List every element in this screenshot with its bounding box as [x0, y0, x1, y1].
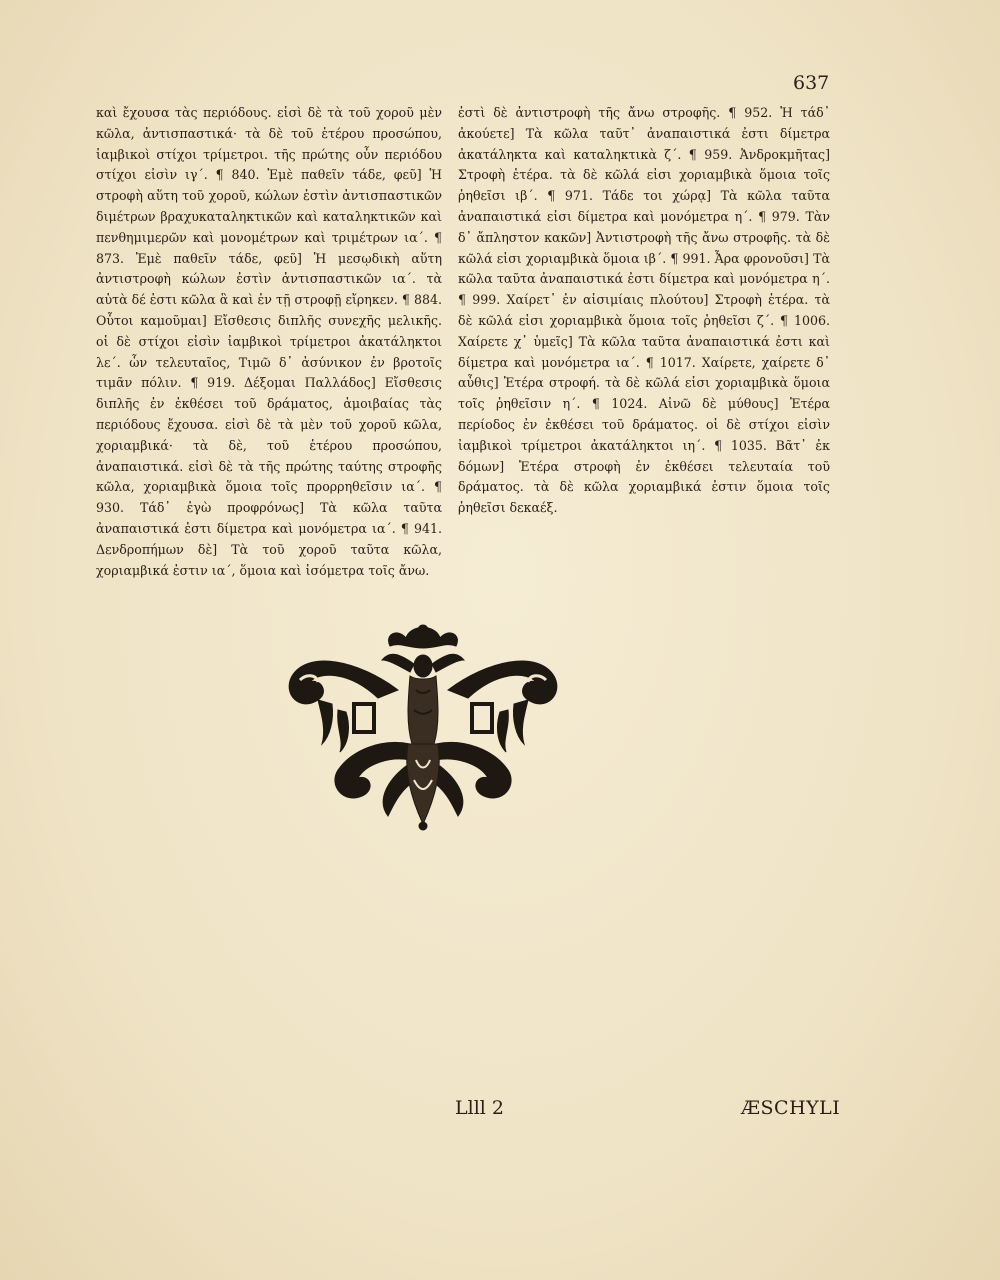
catchword: ÆSCHYLI: [741, 1097, 841, 1119]
page-number: 637: [793, 72, 830, 94]
vignette-ornament-icon: [278, 620, 568, 832]
right-column-text: ἐστὶ δὲ ἀντιστροφὴ τῆς ἄνω στροφῆς. ¶ 952. Ἡ τάδ᾽ ἀκούετε] Τὰ κῶλα ταῦτ᾽ ἀναπαιστικά ἐστι δίμετρα ἀκατάληκτα καὶ καταληκτικὰ ζ΄. ¶ 959. Ἀνδροκμῆτας] Στροφὴ ἑτέρα. τὰ δὲ κῶλά εἰσι χοριαμβικὰ ὅμοια τοῖς ῥηθεῖσι ιβ΄. ¶ 971. Τάδε τοι χώρᾳ] Τὰ κῶλα ταῦτα ἀναπαιστικά εἰσι δίμετρα καὶ μονόμετρα η΄. ¶ 979. Τὰν δ᾽ ἄπληστον κακῶν] Ἀντιστροφὴ τῆς ἄνω στροφῆς. τὰ δὲ κῶλά εἰσι χοριαμβικὰ ὅμοια ιβ΄. ¶ 991. Ἆρα φρονοῦσι] Τὰ κῶλα ταῦτα ἀναπαιστικά ἐστι δίμετρα καὶ μονόμετρα η΄. ¶ 999. Χαίρετ᾽ ἐν αἰσιμίαις πλούτου] Στροφὴ ἑτέρα. τὰ δὲ κῶλά εἰσι χοριαμβικὰ ὅμοια τοῖς ῥηθεῖσι ζ΄. ¶ 1006. Χαίρετε χ᾽ ὑμεῖς] Τὰ κῶλα ταῦτα ἀναπαιστικά ἐστι καὶ δίμετρα καὶ μονόμετρα ια΄. ¶ 1017. Χαίρετε, χαίρετε δ᾽ αὖθις] Ἑτέρα στροφή. τὰ δὲ κῶλά εἰσι χοριαμβικὰ ὅμοια τοῖς ῥηθεῖσιν η΄. ¶ 1024. Αἰνῶ δὲ μύθους] Ἑτέρα περίοδος ἐν ἐκθέσει τοῦ δράματος. οἱ δὲ στίχοι εἰσὶν ἰαμβικοὶ τρίμετροι ἀκατάληκτοι ιη΄. ¶ 1035. Βᾶτ᾽ ἐκ δόμων] Ἑτέρα στροφὴ ἐν ἐκθέσει τελευταία τοῦ δράματος. τὰ δὲ κῶλα χοριαμβικά ἐστιν ὅμοια τοῖς ῥηθεῖσι δεκαέξ.: [458, 105, 830, 516]
left-text-column: [96, 103, 442, 578]
signature-mark: Llll 2: [455, 1097, 504, 1119]
right-text-column: [458, 103, 830, 543]
bleed-through-shadow: [240, 62, 860, 92]
left-column-text: καὶ ἔχουσα τὰς περιόδους. εἰσὶ δὲ τὰ τοῦ χοροῦ μὲν κῶλα, ἀντισπαστικά· τὰ δὲ τοῦ ἑτέρου προσώπου, ἰαμβικοὶ στίχοι τρίμετροι. τῆς πρώτης οὖν περιόδου στίχοι εἰσὶν ιγ΄. ¶ 840. Ἐμὲ παθεῖν τάδε, φεῦ] Ἡ στροφὴ αὕτη τοῦ χοροῦ, κώλων ἐστὶν ἀντισπαστικῶν διμέτρων βραχυκαταληκτικῶν καὶ καταληκτικῶν καὶ πενθημιμερῶν καὶ μονομέτρων καὶ τριμέτρων ια΄. ¶ 873. Ἐμὲ παθεῖν τάδε, φεῦ] Ἡ μεσῳδικὴ αὕτη ἀντιστροφὴ κώλων ἐστὶν ἀντισπαστικῶν ια΄. τὰ αὐτὰ δέ ἐστι κῶλα ἃ καὶ ἐν τῇ στροφῇ εἴρηκεν. ¶ 884. Οὗτοι καμοῦμαι] Εἴσθεσις διπλῆς συνεχῆς μελικῆς. οἱ δὲ στίχοι εἰσὶν ἰαμβικοὶ τρίμετροι ἀκατάληκτοι λε΄. ὧν τελευταῖος, Τιμῶ δ᾽ ἀσύνικον ἐν βροτοῖς τιμᾶν πόλιν. ¶ 919. Δέξομαι Παλλάδος] Εἴσθεσις διπλῆς ἐν ἐκθέσει τοῦ δράματος, ἀμοιβαίας τὰς περιόδους ἔχουσα. εἰσὶ δὲ τὰ μὲν τοῦ χοροῦ κῶλα, χοριαμβικά· τὰ δὲ, τοῦ ἑτέρου προσώπου, ἀναπαιστικά. εἰσὶ δὲ τὰ τῆς πρώτης ταύτης στροφῆς κῶλα, χοριαμβικὰ ὅμοια τοῖς προρρηθεῖσιν ια΄. ¶ 930. Τάδ᾽ ἐγὼ προφρόνως] Τὰ κῶλα ταῦτα ἀναπαιστικά ἐστι δίμετρα καὶ μονόμετρα ια΄. ¶ 941. Δενδροπήμων δὲ] Τὰ τοῦ χοροῦ ταῦτα κῶλα, χοριαμβικά ἐστιν ια΄, ὅμοια καὶ ἰσόμετρα τοῖς ἄνω.: [96, 105, 442, 578]
